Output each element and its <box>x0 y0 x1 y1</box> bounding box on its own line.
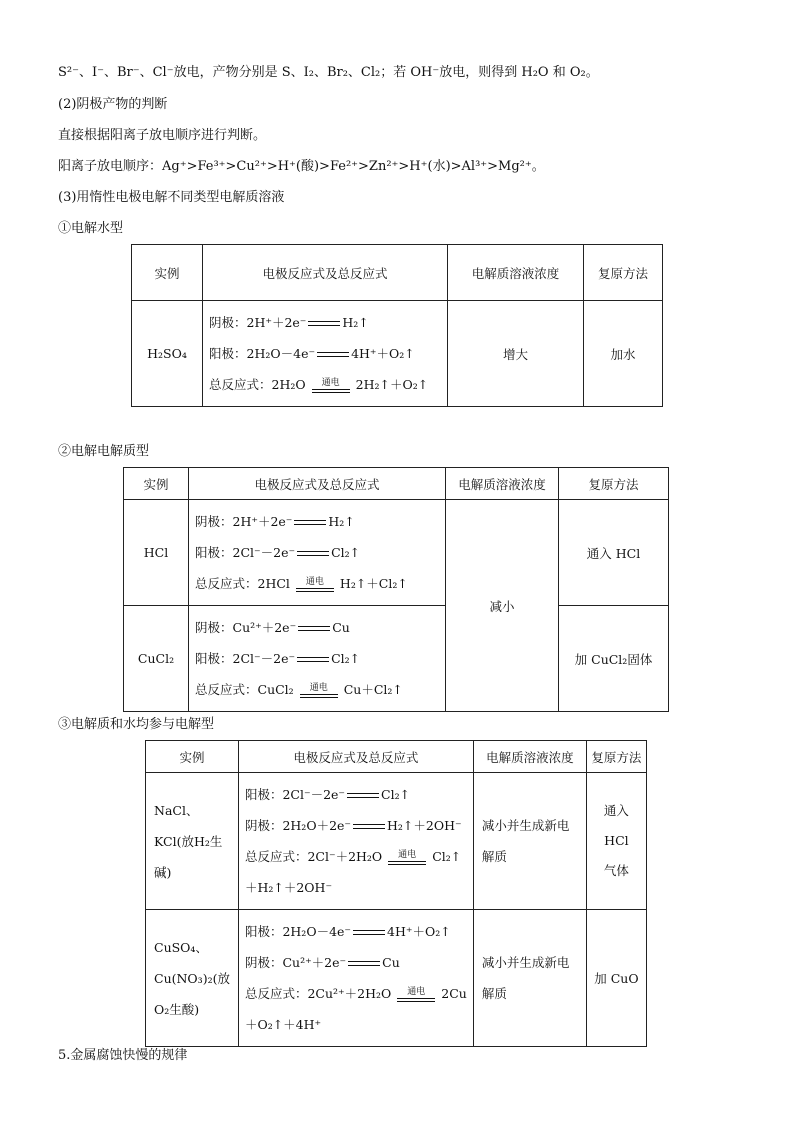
cell-restore: 通入HCl 气体 <box>586 773 646 910</box>
section-both-type: ③电解质和水均参与电解型 <box>58 717 215 732</box>
cell-reactions: 阴极：Cu²⁺＋2e⁻ Cu 阳极：2Cl⁻－2e⁻ Cl₂↑ 总反应式：CuCl₂ 通电 Cu＋Cl₂↑ <box>189 606 446 712</box>
table-water-type <box>131 244 663 407</box>
table-row <box>146 910 647 1047</box>
header-concentration: 电解质溶液浓度 <box>446 468 559 500</box>
table-row <box>146 773 647 910</box>
text-cation-order: 阳离子放电顺序：Ag⁺>Fe³⁺>Cu²⁺>H⁺(酸)>Fe²⁺>Zn²⁺>H⁺(水)>Al³⁺>Mg²⁺。 <box>58 159 545 174</box>
header-example: 实例 <box>132 245 203 301</box>
cell-reactions: 阳极：2Cl⁻－2e⁻ Cl₂↑ 阴极：2H₂O＋2e⁻ H₂↑＋2OH⁻ 总反应式：2Cl⁻＋2H₂O 通电 Cl₂↑ ＋H₂↑＋2OH⁻ <box>238 773 473 910</box>
cell-reactions: 阴极：2H⁺＋2e⁻ H₂↑ 阳极：2H₂O－4e⁻ 4H⁺＋O₂↑ 总反应式：2H₂O 通电 2H₂↑＋O₂↑ <box>203 301 448 407</box>
text-line-3: 直接根据阳离子放电顺序进行判断。 <box>58 128 267 143</box>
cell-restore: 加 CuO <box>586 910 646 1047</box>
header-concentration: 电解质溶液浓度 <box>473 741 586 773</box>
header-restore: 复原方法 <box>586 741 646 773</box>
heading-inert-electrolysis: (3)用惰性电极电解不同类型电解质溶液 <box>58 190 285 205</box>
cell-concentration: 减小并生成新电解质 <box>473 773 586 910</box>
cell-example: CuSO₄、Cu(NO₃)₂(放 O₂生酸) <box>146 910 239 1047</box>
cell-example: CuCl₂ <box>124 606 189 712</box>
cell-reactions: 阴极：2H⁺＋2e⁻ H₂↑ 阳极：2Cl⁻－2e⁻ Cl₂↑ 总反应式：2HCl 通电 H₂↑＋Cl₂↑ <box>189 500 446 606</box>
cell-reactions: 阳极：2H₂O－4e⁻ 4H⁺＋O₂↑ 阴极：Cu²⁺＋2e⁻ Cu 总反应式：2Cu²⁺＋2H₂O 通电 2Cu ＋O₂↑＋4H⁺ <box>238 910 473 1047</box>
section-water-type: ①电解水型 <box>58 221 124 236</box>
heading-cathode-products: (2)阴极产物的判断 <box>58 97 168 112</box>
header-reaction: 电极反应式及总反应式 <box>203 245 448 301</box>
table-electrolyte-type <box>123 467 669 712</box>
cell-example: HCl <box>124 500 189 606</box>
cell-restore: 加 CuCl₂固体 <box>559 606 669 712</box>
header-restore: 复原方法 <box>584 245 663 301</box>
cell-concentration: 增大 <box>448 301 584 407</box>
table-both-type <box>145 740 647 1047</box>
cell-restore: 加水 <box>584 301 663 407</box>
heading-corrosion-rules: 5.金属腐蚀快慢的规律 <box>58 1048 188 1063</box>
cell-concentration: 减小 <box>446 500 559 712</box>
cell-concentration: 减小并生成新电解质 <box>473 910 586 1047</box>
section-electrolyte-type: ②电解电解质型 <box>58 444 150 459</box>
cell-example: NaCl、KCl(放H₂生碱) <box>146 773 239 910</box>
table-row <box>132 301 663 407</box>
header-example: 实例 <box>124 468 189 500</box>
cell-restore: 通入 HCl <box>559 500 669 606</box>
header-reaction: 电极反应式及总反应式 <box>189 468 446 500</box>
header-example: 实例 <box>146 741 239 773</box>
header-restore: 复原方法 <box>559 468 669 500</box>
table-row <box>124 606 669 712</box>
table-row <box>124 500 669 606</box>
header-concentration: 电解质溶液浓度 <box>448 245 584 301</box>
cell-example: H₂SO₄ <box>132 301 203 407</box>
header-reaction: 电极反应式及总反应式 <box>238 741 473 773</box>
text-line-1: S²⁻、I⁻、Br⁻、Cl⁻放电，产物分别是 S、I₂、Br₂、Cl₂；若 OH⁻放电，则得到 H₂O 和 O₂。 <box>58 65 599 80</box>
